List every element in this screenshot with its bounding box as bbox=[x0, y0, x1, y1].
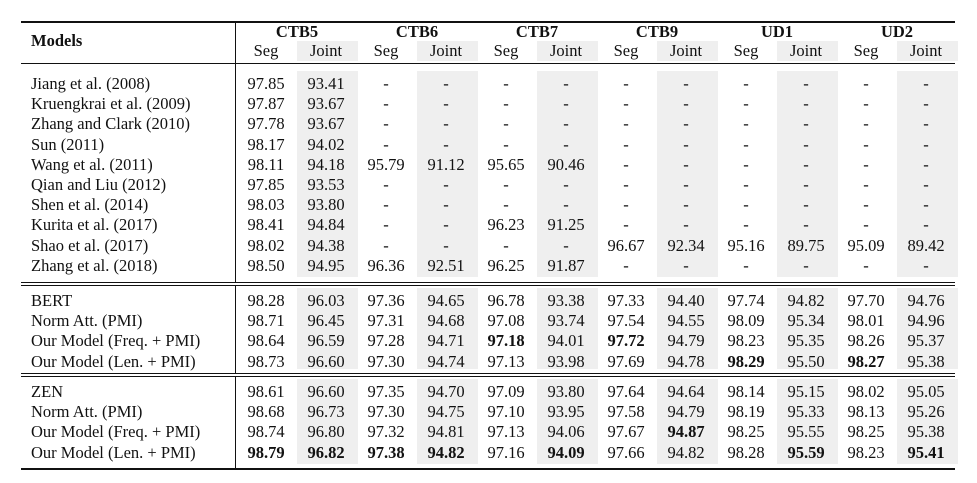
score-cell: - bbox=[743, 215, 749, 235]
score-cell: 91.12 bbox=[427, 154, 465, 174]
score-cell: - bbox=[623, 175, 629, 194]
score-cell: - bbox=[803, 175, 809, 194]
table-row bbox=[21, 311, 955, 331]
score-cell: 97.32 bbox=[367, 422, 405, 442]
score-cell: 94.70 bbox=[427, 382, 465, 401]
score-cell: 93.80 bbox=[307, 195, 345, 215]
score-cell: - bbox=[503, 114, 509, 134]
score-cell: - bbox=[743, 154, 749, 174]
score-cell: 97.58 bbox=[607, 402, 645, 422]
score-cell: 97.33 bbox=[607, 291, 645, 310]
score-cell: 97.08 bbox=[487, 311, 525, 331]
score-cell: 96.73 bbox=[307, 402, 345, 422]
score-cell: - bbox=[923, 114, 929, 134]
score-cell: 94.95 bbox=[307, 255, 345, 275]
score-cell: 97.13 bbox=[487, 422, 525, 442]
score-cell: 97.67 bbox=[607, 422, 645, 442]
score-cell: - bbox=[923, 195, 929, 215]
models-header: Models bbox=[31, 31, 83, 50]
score-cell: - bbox=[623, 255, 629, 275]
score-cell: 96.03 bbox=[307, 291, 345, 310]
score-cell: - bbox=[743, 195, 749, 215]
score-cell: - bbox=[443, 175, 449, 194]
score-cell: - bbox=[563, 195, 569, 215]
score-cell: 91.87 bbox=[547, 255, 585, 275]
score-cell: 98.79 bbox=[247, 442, 285, 462]
score-cell: - bbox=[383, 175, 389, 194]
score-cell: 97.66 bbox=[607, 442, 645, 462]
score-cell: 93.74 bbox=[547, 311, 585, 331]
score-cell: 94.09 bbox=[547, 442, 585, 462]
score-cell: 98.26 bbox=[847, 331, 885, 351]
score-cell: 95.09 bbox=[847, 235, 885, 255]
score-cell: 98.61 bbox=[247, 382, 285, 401]
score-cell: 95.33 bbox=[787, 402, 825, 422]
score-cell: - bbox=[563, 134, 569, 154]
score-cell: - bbox=[863, 154, 869, 174]
score-cell: 97.30 bbox=[367, 351, 405, 371]
score-cell: 94.65 bbox=[427, 291, 465, 310]
score-cell: - bbox=[743, 114, 749, 134]
score-cell: - bbox=[863, 94, 869, 114]
dataset-header: CTB7 bbox=[515, 22, 559, 41]
score-cell: 97.10 bbox=[487, 402, 525, 422]
score-cell: - bbox=[803, 255, 809, 275]
table-row bbox=[21, 94, 955, 114]
score-cell: - bbox=[803, 94, 809, 114]
score-cell: - bbox=[923, 215, 929, 235]
score-cell: 92.51 bbox=[427, 255, 465, 275]
table-row bbox=[21, 195, 955, 215]
score-cell: - bbox=[683, 94, 689, 114]
score-cell: - bbox=[803, 215, 809, 235]
score-cell: 97.54 bbox=[607, 311, 645, 331]
score-cell: 98.23 bbox=[727, 331, 765, 351]
model-name: Wang et al. (2011) bbox=[31, 154, 153, 174]
table-row bbox=[21, 382, 955, 402]
score-cell: 91.25 bbox=[547, 215, 585, 235]
score-cell: - bbox=[563, 175, 569, 194]
score-cell: 97.13 bbox=[487, 351, 525, 371]
score-cell: - bbox=[623, 134, 629, 154]
score-cell: 94.64 bbox=[667, 382, 705, 401]
seg-header: Seg bbox=[253, 41, 279, 60]
table-rule bbox=[21, 468, 955, 470]
score-cell: 94.75 bbox=[427, 402, 465, 422]
score-cell: 98.27 bbox=[847, 351, 885, 371]
score-cell: 98.28 bbox=[247, 291, 285, 310]
joint-header: Joint bbox=[429, 41, 463, 60]
score-cell: 94.96 bbox=[907, 311, 945, 331]
seg-header: Seg bbox=[493, 41, 519, 60]
score-cell: 96.59 bbox=[307, 331, 345, 351]
score-cell: 94.40 bbox=[667, 291, 705, 310]
score-cell: - bbox=[563, 74, 569, 93]
score-cell: - bbox=[383, 94, 389, 114]
table-rule bbox=[21, 63, 955, 64]
table-rule bbox=[21, 282, 955, 283]
score-cell: 96.25 bbox=[487, 255, 525, 275]
score-cell: - bbox=[803, 134, 809, 154]
model-name: Our Model (Freq. + PMI) bbox=[31, 422, 201, 442]
score-cell: - bbox=[683, 175, 689, 194]
score-cell: 95.41 bbox=[907, 442, 945, 462]
score-cell: 93.80 bbox=[547, 382, 585, 401]
score-cell: 95.16 bbox=[727, 235, 765, 255]
score-cell: 96.80 bbox=[307, 422, 345, 442]
score-cell: 96.60 bbox=[307, 351, 345, 371]
table-row bbox=[21, 215, 955, 235]
score-cell: 95.05 bbox=[907, 382, 945, 401]
dataset-header: CTB9 bbox=[635, 22, 679, 41]
model-name: Norm Att. (PMI) bbox=[31, 311, 143, 331]
score-cell: 92.34 bbox=[667, 235, 705, 255]
score-cell: 93.67 bbox=[307, 94, 345, 114]
score-cell: - bbox=[803, 195, 809, 215]
score-cell: 95.38 bbox=[907, 351, 945, 371]
score-cell: - bbox=[923, 154, 929, 174]
score-cell: 97.30 bbox=[367, 402, 405, 422]
score-cell: 93.67 bbox=[307, 114, 345, 134]
score-cell: - bbox=[863, 215, 869, 235]
dataset-header: CTB5 bbox=[275, 22, 319, 41]
score-cell: - bbox=[443, 235, 449, 255]
table-row bbox=[21, 236, 955, 256]
seg-header: Seg bbox=[853, 41, 879, 60]
table-rule bbox=[21, 285, 955, 286]
score-cell: 98.71 bbox=[247, 311, 285, 331]
score-cell: 95.59 bbox=[787, 442, 825, 462]
score-cell: 98.19 bbox=[727, 402, 765, 422]
score-cell: - bbox=[863, 134, 869, 154]
score-cell: - bbox=[563, 235, 569, 255]
score-cell: - bbox=[683, 74, 689, 93]
score-cell: 94.84 bbox=[307, 215, 345, 235]
table-row bbox=[21, 74, 955, 94]
score-cell: 95.65 bbox=[487, 154, 525, 174]
score-cell: 98.25 bbox=[727, 422, 765, 442]
score-cell: - bbox=[443, 134, 449, 154]
score-cell: 98.50 bbox=[247, 255, 285, 275]
model-name: Sun (2011) bbox=[31, 134, 105, 154]
score-cell: - bbox=[743, 94, 749, 114]
dataset-header: CTB6 bbox=[395, 22, 439, 41]
table-row bbox=[21, 155, 955, 175]
table-row bbox=[21, 331, 955, 351]
model-name: Qian and Liu (2012) bbox=[31, 175, 167, 194]
score-cell: - bbox=[923, 255, 929, 275]
score-cell: - bbox=[923, 134, 929, 154]
model-name: Zhang et al. (2018) bbox=[31, 255, 158, 275]
score-cell: - bbox=[623, 114, 629, 134]
score-cell: - bbox=[623, 154, 629, 174]
score-cell: 94.87 bbox=[667, 422, 705, 442]
score-cell: 98.29 bbox=[727, 351, 765, 371]
score-cell: 97.70 bbox=[847, 291, 885, 310]
model-name: Zhang and Clark (2010) bbox=[31, 114, 190, 134]
model-name: Our Model (Len. + PMI) bbox=[31, 351, 196, 371]
score-cell: - bbox=[383, 195, 389, 215]
score-cell: - bbox=[383, 74, 389, 93]
score-cell: - bbox=[683, 255, 689, 275]
score-cell: 95.26 bbox=[907, 402, 945, 422]
joint-header: Joint bbox=[669, 41, 703, 60]
score-cell: 97.36 bbox=[367, 291, 405, 310]
score-cell: 98.09 bbox=[727, 311, 765, 331]
score-cell: - bbox=[863, 175, 869, 194]
score-cell: 94.82 bbox=[427, 442, 465, 462]
score-cell: 94.78 bbox=[667, 351, 705, 371]
score-cell: 89.42 bbox=[907, 235, 945, 255]
score-cell: 98.25 bbox=[847, 422, 885, 442]
score-cell: 96.67 bbox=[607, 235, 645, 255]
score-cell: - bbox=[683, 195, 689, 215]
score-cell: - bbox=[383, 235, 389, 255]
model-name: Norm Att. (PMI) bbox=[31, 402, 143, 422]
score-cell: 94.76 bbox=[907, 291, 945, 310]
seg-header: Seg bbox=[373, 41, 399, 60]
score-cell: - bbox=[623, 195, 629, 215]
model-name: Kurita et al. (2017) bbox=[31, 215, 158, 235]
seg-header: Seg bbox=[613, 41, 639, 60]
score-cell: 97.16 bbox=[487, 442, 525, 462]
score-cell: - bbox=[503, 235, 509, 255]
score-cell: 94.55 bbox=[667, 311, 705, 331]
score-cell: 97.74 bbox=[727, 291, 765, 310]
score-cell: 96.82 bbox=[307, 442, 345, 462]
score-cell: - bbox=[563, 94, 569, 114]
model-name: Jiang et al. (2008) bbox=[31, 74, 151, 93]
table-rule bbox=[21, 373, 955, 374]
score-cell: - bbox=[683, 154, 689, 174]
score-cell: 98.64 bbox=[247, 331, 285, 351]
score-cell: 95.50 bbox=[787, 351, 825, 371]
score-cell: 98.14 bbox=[727, 382, 765, 401]
score-cell: 97.78 bbox=[247, 114, 285, 134]
score-cell: - bbox=[443, 94, 449, 114]
score-cell: 95.34 bbox=[787, 311, 825, 331]
score-cell: 95.37 bbox=[907, 331, 945, 351]
score-cell: 98.23 bbox=[847, 442, 885, 462]
score-cell: - bbox=[803, 154, 809, 174]
score-cell: 94.81 bbox=[427, 422, 465, 442]
score-cell: 97.85 bbox=[247, 74, 285, 93]
score-cell: - bbox=[923, 94, 929, 114]
score-cell: 95.79 bbox=[367, 154, 405, 174]
score-cell: 94.82 bbox=[667, 442, 705, 462]
score-cell: 98.02 bbox=[847, 382, 885, 401]
score-cell: 98.73 bbox=[247, 351, 285, 371]
score-cell: - bbox=[623, 94, 629, 114]
score-cell: 94.82 bbox=[787, 291, 825, 310]
score-cell: 94.68 bbox=[427, 311, 465, 331]
score-cell: 96.60 bbox=[307, 382, 345, 401]
score-cell: 98.17 bbox=[247, 134, 285, 154]
score-cell: 95.35 bbox=[787, 331, 825, 351]
score-cell: 89.75 bbox=[787, 235, 825, 255]
joint-header: Joint bbox=[549, 41, 583, 60]
seg-header: Seg bbox=[733, 41, 759, 60]
score-cell: 96.45 bbox=[307, 311, 345, 331]
score-cell: 97.31 bbox=[367, 311, 405, 331]
score-cell: - bbox=[623, 215, 629, 235]
joint-header: Joint bbox=[309, 41, 343, 60]
score-cell: - bbox=[743, 134, 749, 154]
score-cell: - bbox=[743, 255, 749, 275]
score-cell: 95.15 bbox=[787, 382, 825, 401]
score-cell: 97.35 bbox=[367, 382, 405, 401]
score-cell: 97.38 bbox=[367, 442, 405, 462]
score-cell: 94.79 bbox=[667, 402, 705, 422]
score-cell: 97.28 bbox=[367, 331, 405, 351]
score-cell: - bbox=[743, 74, 749, 93]
score-cell: - bbox=[503, 94, 509, 114]
score-cell: 98.68 bbox=[247, 402, 285, 422]
score-cell: - bbox=[923, 74, 929, 93]
score-cell: 98.41 bbox=[247, 215, 285, 235]
score-cell: 94.18 bbox=[307, 154, 345, 174]
score-cell: - bbox=[863, 74, 869, 93]
joint-header: Joint bbox=[909, 41, 943, 60]
score-cell: - bbox=[503, 195, 509, 215]
model-name: ZEN bbox=[31, 382, 64, 401]
score-cell: 95.38 bbox=[907, 422, 945, 442]
score-cell: 93.95 bbox=[547, 402, 585, 422]
score-cell: 97.87 bbox=[247, 94, 285, 114]
score-cell: 98.11 bbox=[247, 154, 285, 174]
score-cell: 98.02 bbox=[247, 235, 285, 255]
score-cell: 97.64 bbox=[607, 382, 645, 401]
score-cell: - bbox=[443, 114, 449, 134]
score-cell: - bbox=[503, 134, 509, 154]
model-name: Kruengkrai et al. (2009) bbox=[31, 94, 191, 114]
score-cell: 96.23 bbox=[487, 215, 525, 235]
score-cell: 97.09 bbox=[487, 382, 525, 401]
score-cell: 93.41 bbox=[307, 74, 345, 93]
model-name: Our Model (Freq. + PMI) bbox=[31, 331, 201, 351]
score-cell: - bbox=[623, 74, 629, 93]
table-row bbox=[21, 256, 955, 276]
score-cell: 94.02 bbox=[307, 134, 345, 154]
score-cell: - bbox=[863, 195, 869, 215]
score-cell: - bbox=[863, 114, 869, 134]
dataset-header: UD2 bbox=[880, 22, 914, 41]
score-cell: 95.55 bbox=[787, 422, 825, 442]
score-cell: - bbox=[383, 134, 389, 154]
score-cell: 98.28 bbox=[727, 442, 765, 462]
score-cell: - bbox=[683, 215, 689, 235]
score-cell: 93.98 bbox=[547, 351, 585, 371]
score-cell: 94.06 bbox=[547, 422, 585, 442]
score-cell: 94.01 bbox=[547, 331, 585, 351]
table-row bbox=[21, 443, 955, 463]
score-cell: - bbox=[443, 195, 449, 215]
model-name: Shao et al. (2017) bbox=[31, 235, 149, 255]
score-cell: 93.53 bbox=[307, 175, 345, 194]
score-cell: 94.79 bbox=[667, 331, 705, 351]
score-cell: - bbox=[683, 134, 689, 154]
score-cell: 94.38 bbox=[307, 235, 345, 255]
table-row bbox=[21, 114, 955, 134]
score-cell: 94.71 bbox=[427, 331, 465, 351]
score-cell: 97.18 bbox=[487, 331, 525, 351]
score-cell: - bbox=[803, 74, 809, 93]
table-row bbox=[21, 291, 955, 311]
score-cell: - bbox=[923, 175, 929, 194]
score-cell: - bbox=[503, 175, 509, 194]
score-cell: - bbox=[383, 215, 389, 235]
score-cell: 98.01 bbox=[847, 311, 885, 331]
score-cell: 93.38 bbox=[547, 291, 585, 310]
model-name: BERT bbox=[31, 291, 73, 310]
table-row bbox=[21, 402, 955, 422]
score-cell: 94.74 bbox=[427, 351, 465, 371]
score-cell: 98.74 bbox=[247, 422, 285, 442]
score-cell: 90.46 bbox=[547, 154, 585, 174]
score-cell: 96.78 bbox=[487, 291, 525, 310]
score-cell: - bbox=[863, 255, 869, 275]
score-cell: 97.69 bbox=[607, 351, 645, 371]
table-row bbox=[21, 352, 955, 372]
dataset-header: UD1 bbox=[760, 22, 794, 41]
score-cell: - bbox=[563, 114, 569, 134]
table-rule bbox=[21, 376, 955, 377]
model-name: Our Model (Len. + PMI) bbox=[31, 442, 196, 462]
table-row bbox=[21, 175, 955, 195]
score-cell: - bbox=[383, 114, 389, 134]
joint-header: Joint bbox=[789, 41, 823, 60]
model-name: Shen et al. (2014) bbox=[31, 195, 149, 215]
score-cell: - bbox=[503, 74, 509, 93]
score-cell: 98.13 bbox=[847, 402, 885, 422]
score-cell: - bbox=[443, 74, 449, 93]
score-cell: 97.85 bbox=[247, 175, 285, 194]
score-cell: - bbox=[803, 114, 809, 134]
score-cell: - bbox=[443, 215, 449, 235]
score-cell: 98.03 bbox=[247, 195, 285, 215]
table-row bbox=[21, 422, 955, 442]
score-cell: 97.72 bbox=[607, 331, 645, 351]
score-cell: - bbox=[683, 114, 689, 134]
score-cell: 96.36 bbox=[367, 255, 405, 275]
table-row bbox=[21, 135, 955, 155]
score-cell: - bbox=[743, 175, 749, 194]
